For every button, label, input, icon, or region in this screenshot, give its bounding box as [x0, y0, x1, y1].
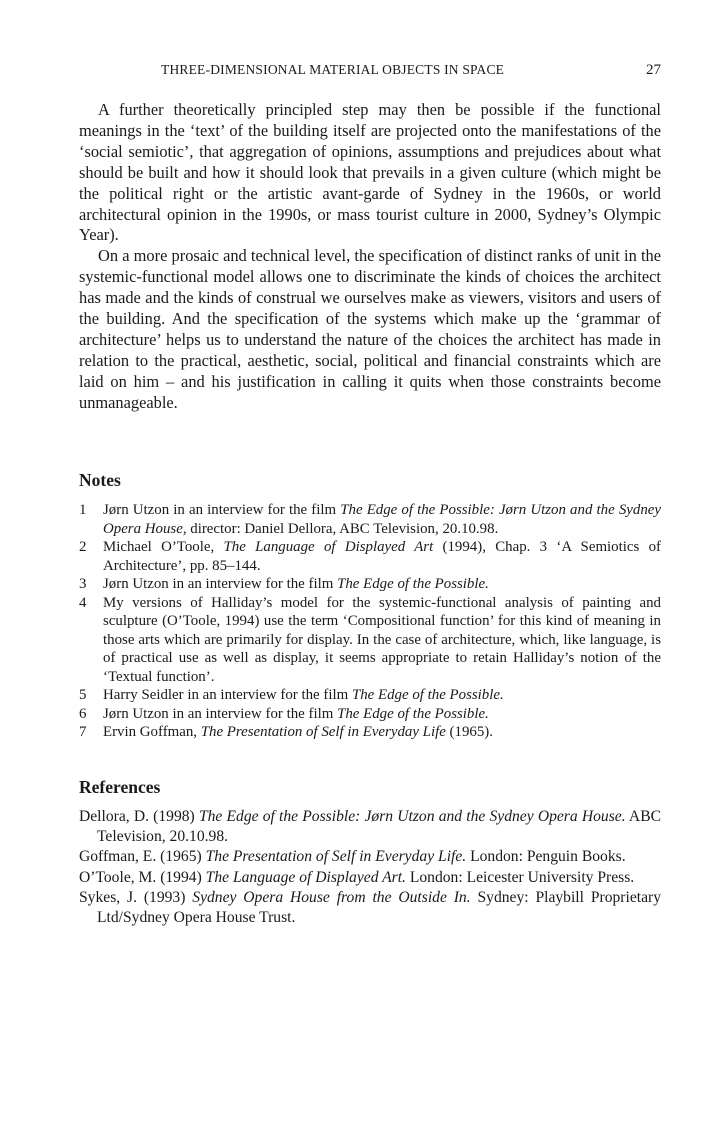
reference-title: The Edge of the Possible: Jørn Utzon and the Sydney Opera House.	[198, 808, 626, 825]
reference-author: Goffman, E. (1965)	[79, 848, 206, 866]
body-paragraph: On a more prosaic and technical level, the specification of distinct ranks of unit in the systemic-functional model allows one to discriminate the kinds of choices the architect has made and the kinds of construal we ourselves make as viewers, visitors and users of the building. And the specification of the systems which make up the ‘grammar of architecture’ helps us to understand the nature of the choices the architect has made in relation to the practical, aesthetic, social, political and financial constraints which are laid on him – and his justification in calling it quits when those constraints become unmanageable.	[79, 246, 661, 412]
note-title: The Edge of the Possible.	[337, 576, 489, 592]
note-title: The Language of Displayed Art	[223, 539, 434, 555]
reference-publisher: London: Leicester University Press.	[405, 868, 635, 886]
note-number: 4	[79, 594, 87, 611]
note-text: Jørn Utzon in an interview for the film	[103, 502, 341, 518]
note-item	[79, 501, 661, 538]
note-number: 7	[79, 724, 87, 740]
note-text: Michael O’Toole,	[103, 539, 224, 555]
note-text: Jørn Utzon in an interview for the film	[103, 576, 338, 592]
notes-heading: Notes	[79, 470, 121, 490]
reference-title: The Language of Displayed Art.	[205, 868, 406, 886]
running-head: THREE-DIMENSIONAL MATERIAL OBJECTS IN SPACE	[161, 62, 505, 77]
reference-author: Dellora, D. (1998)	[79, 808, 199, 825]
reference-item	[79, 888, 661, 928]
note-text: My versions of Halliday’s model for the systemic-functional analysis of painting and sculpture (O’Toole, 1994) use the term ‘Compositional function’ for this kind of meaning in those arts which are primarily for display. In the case of architecture, which, like language, is of practical use as well as display, it seems appropriate to retain Halliday’s notion of the ‘Textual function’.	[103, 594, 661, 685]
note-title: The Edge of the Possible: Jørn Utzon and the Sydney Opera House,	[103, 502, 661, 537]
note-text: director: Daniel Dellora, ABC Television, 20.10.98.	[186, 520, 499, 537]
note-text: Harry Seidler in an interview for the film	[103, 687, 352, 703]
reference-title: Sydney Opera House from the Outside In.	[192, 888, 471, 906]
references-list	[79, 807, 661, 928]
note-item	[79, 594, 661, 687]
reference-publisher: ABC Television, 20.10.98.	[97, 808, 661, 846]
page-header	[79, 62, 661, 82]
note-title: The Presentation of Self in Everyday Life	[200, 724, 446, 740]
body-text	[79, 100, 661, 414]
reference-publisher: London: Penguin Books.	[466, 848, 626, 866]
note-item	[79, 538, 661, 575]
note-number: 5	[79, 687, 87, 703]
body-paragraph: A further theoretically principled step may then be possible if the functional meanings in the ‘text’ of the building itself are projected onto the manifestations of the ‘social semiotic’, that aggregation of opinions, assumptions and prejudices about what should be built and how it should look that prevails in a given culture (which might be the political right or the artistic avant-garde of Sydney in the 1960s, or world architectural opinion in the 1990s, or mass tourist culture in 2000, Sydney’s Olympic Year).	[79, 100, 661, 245]
note-text: Ervin Goffman,	[103, 724, 201, 740]
reference-publisher: Sydney: Playbill Proprietary Ltd/Sydney Opera House Trust.	[97, 888, 661, 927]
reference-item	[79, 868, 661, 888]
note-item	[79, 723, 661, 742]
reference-item	[79, 807, 661, 847]
note-text: Jørn Utzon in an interview for the film	[103, 705, 338, 722]
page-number: 27	[646, 62, 661, 78]
reference-title: The Presentation of Self in Everyday Life.	[205, 848, 467, 866]
reference-author: O’Toole, M. (1994)	[79, 868, 206, 886]
reference-item	[79, 847, 661, 867]
note-title: The Edge of the Possible.	[337, 705, 489, 722]
note-title: The Edge of the Possible.	[351, 687, 504, 703]
note-text: (1994), Chap. 3 ‘A Semiotics of Architecture’, pp. 85–144.	[103, 539, 661, 574]
note-text: (1965).	[445, 724, 493, 740]
note-number: 3	[79, 576, 87, 592]
references-heading: References	[79, 777, 161, 797]
note-item	[79, 686, 661, 705]
notes-list	[79, 501, 661, 742]
reference-author: Sykes, J. (1993)	[79, 888, 193, 906]
note-item	[79, 575, 661, 594]
note-number: 2	[79, 539, 87, 555]
note-number: 1	[79, 502, 87, 518]
note-number: 6	[79, 705, 87, 722]
note-item	[79, 705, 661, 724]
